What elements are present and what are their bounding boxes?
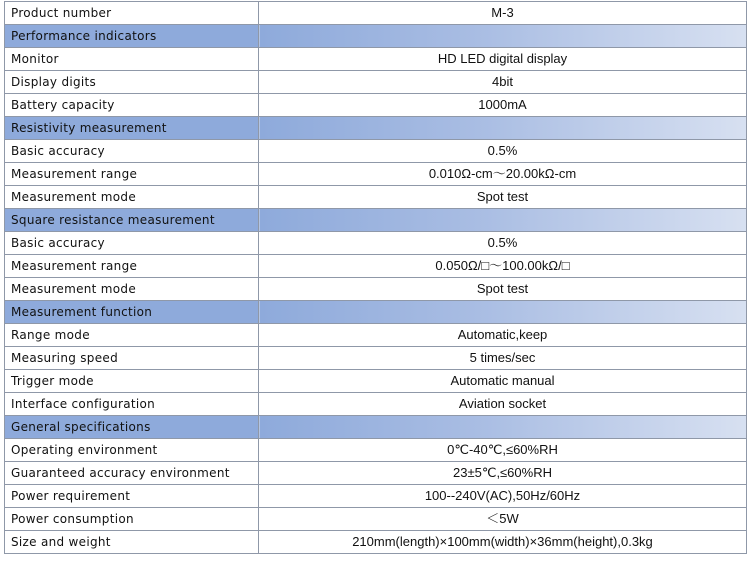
row-label: Trigger mode — [5, 370, 259, 393]
row-label: Basic accuracy — [5, 140, 259, 163]
row-label: Measurement range — [5, 255, 259, 278]
section-header — [5, 416, 747, 439]
table-row — [5, 347, 747, 370]
row-value: 4bit — [259, 71, 747, 94]
row-label: Range mode — [5, 324, 259, 347]
section-header — [5, 25, 747, 48]
table-row — [5, 485, 747, 508]
table-row — [5, 278, 747, 301]
row-value: 1000mA — [259, 94, 747, 117]
table-row — [5, 71, 747, 94]
section-header — [5, 301, 747, 324]
section-header-fill — [259, 301, 747, 324]
row-label: Battery capacity — [5, 94, 259, 117]
row-label: Measurement mode — [5, 278, 259, 301]
section-title: General specifications — [5, 416, 259, 439]
row-value: 23±5℃,≤60%RH — [259, 462, 747, 485]
table-row — [5, 370, 747, 393]
row-label: Product number — [5, 2, 259, 25]
section-title: Square resistance measurement — [5, 209, 259, 232]
row-value: HD LED digital display — [259, 48, 747, 71]
row-label: Power consumption — [5, 508, 259, 531]
table-row — [5, 163, 747, 186]
row-label: Monitor — [5, 48, 259, 71]
row-value: M-3 — [259, 2, 747, 25]
section-header-fill — [259, 416, 747, 439]
row-value: Spot test — [259, 186, 747, 209]
row-value: 0℃-40℃,≤60%RH — [259, 439, 747, 462]
section-title: Resistivity measurement — [5, 117, 259, 140]
section-title: Measurement function — [5, 301, 259, 324]
row-value: 0.010Ω-cm～20.00kΩ-cm — [259, 163, 747, 186]
row-label: Interface configuration — [5, 393, 259, 416]
section-header — [5, 209, 747, 232]
table-row — [5, 186, 747, 209]
row-value: ＜5W — [259, 508, 747, 531]
section-header-fill — [259, 209, 747, 232]
row-label: Power requirement — [5, 485, 259, 508]
section-header-fill — [259, 117, 747, 140]
table-row — [5, 94, 747, 117]
table-row — [5, 232, 747, 255]
row-label: Measurement range — [5, 163, 259, 186]
section-header — [5, 117, 747, 140]
section-header-fill — [259, 25, 747, 48]
row-value: 5 times/sec — [259, 347, 747, 370]
row-value: Automatic manual — [259, 370, 747, 393]
row-value: 100--240V(AC),50Hz/60Hz — [259, 485, 747, 508]
row-value: Aviation socket — [259, 393, 747, 416]
row-label: Measurement mode — [5, 186, 259, 209]
table-row — [5, 324, 747, 347]
table-row — [5, 393, 747, 416]
row-label: Operating environment — [5, 439, 259, 462]
row-label: Basic accuracy — [5, 232, 259, 255]
table-row — [5, 531, 747, 554]
table-row — [5, 439, 747, 462]
table-row — [5, 48, 747, 71]
row-value: 210mm(length)×100mm(width)×36mm(height),0.3kg — [259, 531, 747, 554]
row-value: 0.050Ω/□～100.00kΩ/□ — [259, 255, 747, 278]
row-value: Automatic,keep — [259, 324, 747, 347]
table-row — [5, 462, 747, 485]
table-row — [5, 508, 747, 531]
spec-table — [4, 1, 747, 554]
table-row — [5, 255, 747, 278]
row-value: Spot test — [259, 278, 747, 301]
row-label: Measuring speed — [5, 347, 259, 370]
row-label: Size and weight — [5, 531, 259, 554]
table-row — [5, 140, 747, 163]
row-value: 0.5% — [259, 140, 747, 163]
row-label: Guaranteed accuracy environment — [5, 462, 259, 485]
row-value: 0.5% — [259, 232, 747, 255]
section-title: Performance indicators — [5, 25, 259, 48]
row-label: Display digits — [5, 71, 259, 94]
product-number-row — [5, 2, 747, 25]
